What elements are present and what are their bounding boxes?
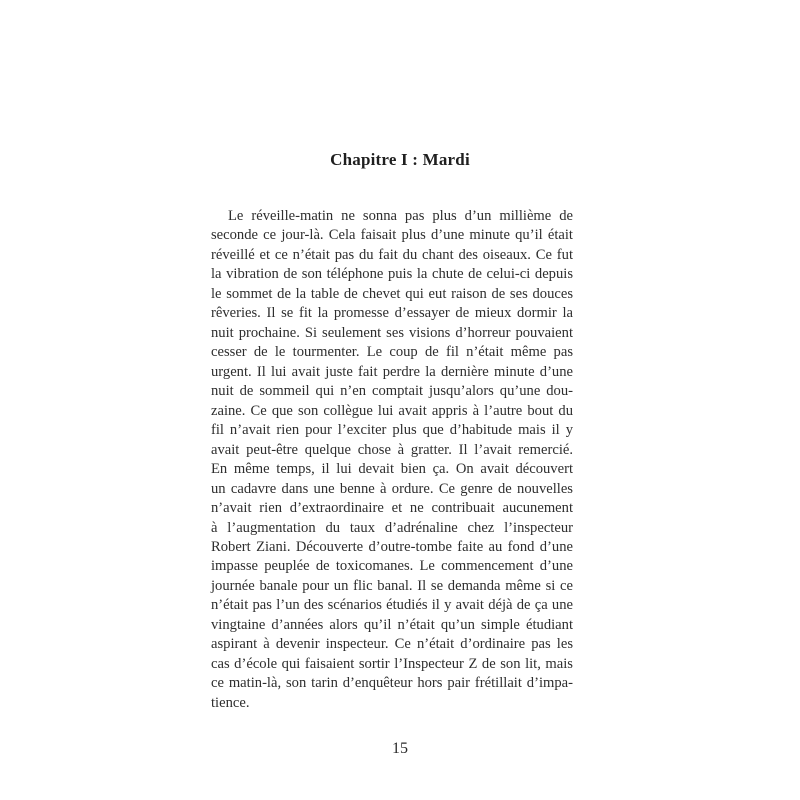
paragraph-line: Le réveille-matin ne sonna pas plus d’un millième de: [228, 208, 573, 224]
paragraph-line: En même temps, il lui devait bien ça. On avait découvert: [211, 461, 573, 478]
paragraph-line: réveillé et ce n’était pas du fait du chant des oiseaux. Ce fut: [211, 246, 573, 263]
paragraph-line: urgent. Il lui avait juste fait perdre la dernière minute d’une: [211, 363, 573, 380]
paragraph-line: vingtaine d’années alors qu’il n’était qu’un simple étudiant: [211, 616, 573, 633]
paragraph-line: fil n’avait rien pour l’exciter plus que d’habitude mais il y: [211, 422, 573, 439]
paragraph-line: le sommet de la table de chevet qui eut raison de ses douces: [211, 285, 573, 302]
paragraph-line: aspirant à devenir inspecteur. Ce n’était d’ordinaire pas les: [211, 636, 573, 653]
paragraph-line: zaine. Ce que son collègue lui avait appris à l’autre bout du: [211, 402, 573, 419]
paragraph-line: cas d’école qui faisaient sortir l’Inspecteur Z de son lit, mais: [211, 655, 573, 672]
paragraph-line: journée banale pour un flic banal. Il se demanda même si ce: [211, 577, 573, 594]
paragraph-line: à l’augmentation du taux d’adrénaline chez l’inspecteur: [211, 519, 573, 536]
body-paragraph: [211, 207, 573, 713]
paragraph-line: n’était pas l’un des scénarios étudiés il y avait déjà de ça une: [211, 597, 573, 614]
paragraph-line: nuit prochaine. Si seulement ses visions d’horreur pouvaient: [211, 324, 573, 341]
paragraph-line: nuit de sommeil qui n’en comptait jusqu’alors qu’une dou-: [211, 383, 573, 400]
paragraph-line: cesser de le tourmenter. Le coup de fil n’était même pas: [211, 344, 573, 361]
paragraph-line: n’avait rien d’extraordinaire et ne contribuait aucunement: [211, 500, 573, 517]
chapter-title: Chapitre I : Mardi: [330, 150, 470, 169]
paragraph-line: Robert Ziani. Découverte d’outre-tombe faite au fond d’une: [211, 538, 573, 555]
paragraph-line: tience.: [211, 694, 250, 711]
paragraph-line: seconde ce jour-là. Cela faisait plus d’une minute qu’il était: [211, 227, 573, 244]
paragraph-line: impasse peuplée de toxicomanes. Le commencement d’une: [211, 558, 573, 575]
paragraph-line: rêveries. Il se fit la promesse d’essayer de mieux dormir la: [211, 305, 573, 322]
paragraph-line: avait peut-être quelque chose à gratter. Il l’avait remercié.: [211, 441, 573, 458]
page-number: 15: [392, 740, 408, 757]
paragraph-line: un cadavre dans une benne à ordure. Ce genre de nouvelles: [211, 480, 573, 497]
paragraph-line: la vibration de son téléphone puis la chute de celui-ci depuis: [211, 266, 573, 283]
paragraph-line: ce matin-là, son tarin d’enquêteur hors pair frétillait d’impa-: [211, 675, 573, 692]
